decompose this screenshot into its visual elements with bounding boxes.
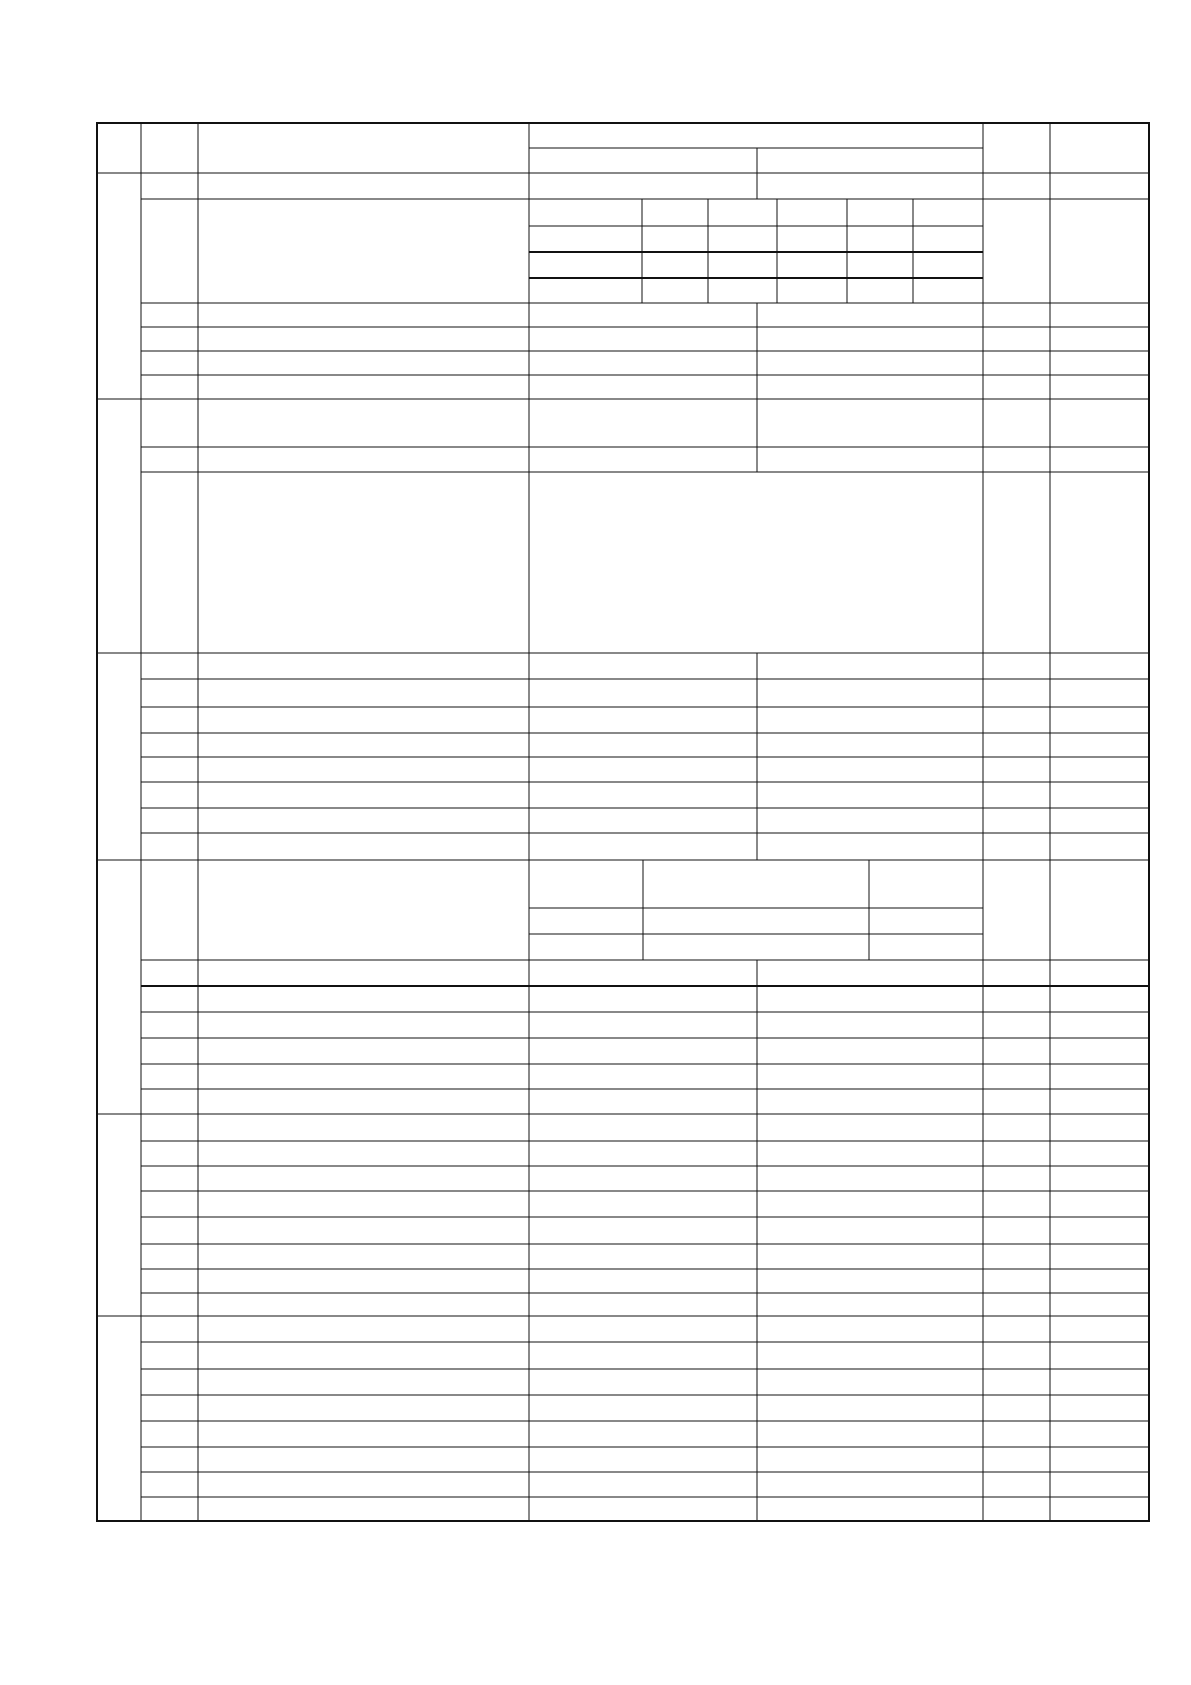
table-outer-border — [97, 123, 1149, 1521]
